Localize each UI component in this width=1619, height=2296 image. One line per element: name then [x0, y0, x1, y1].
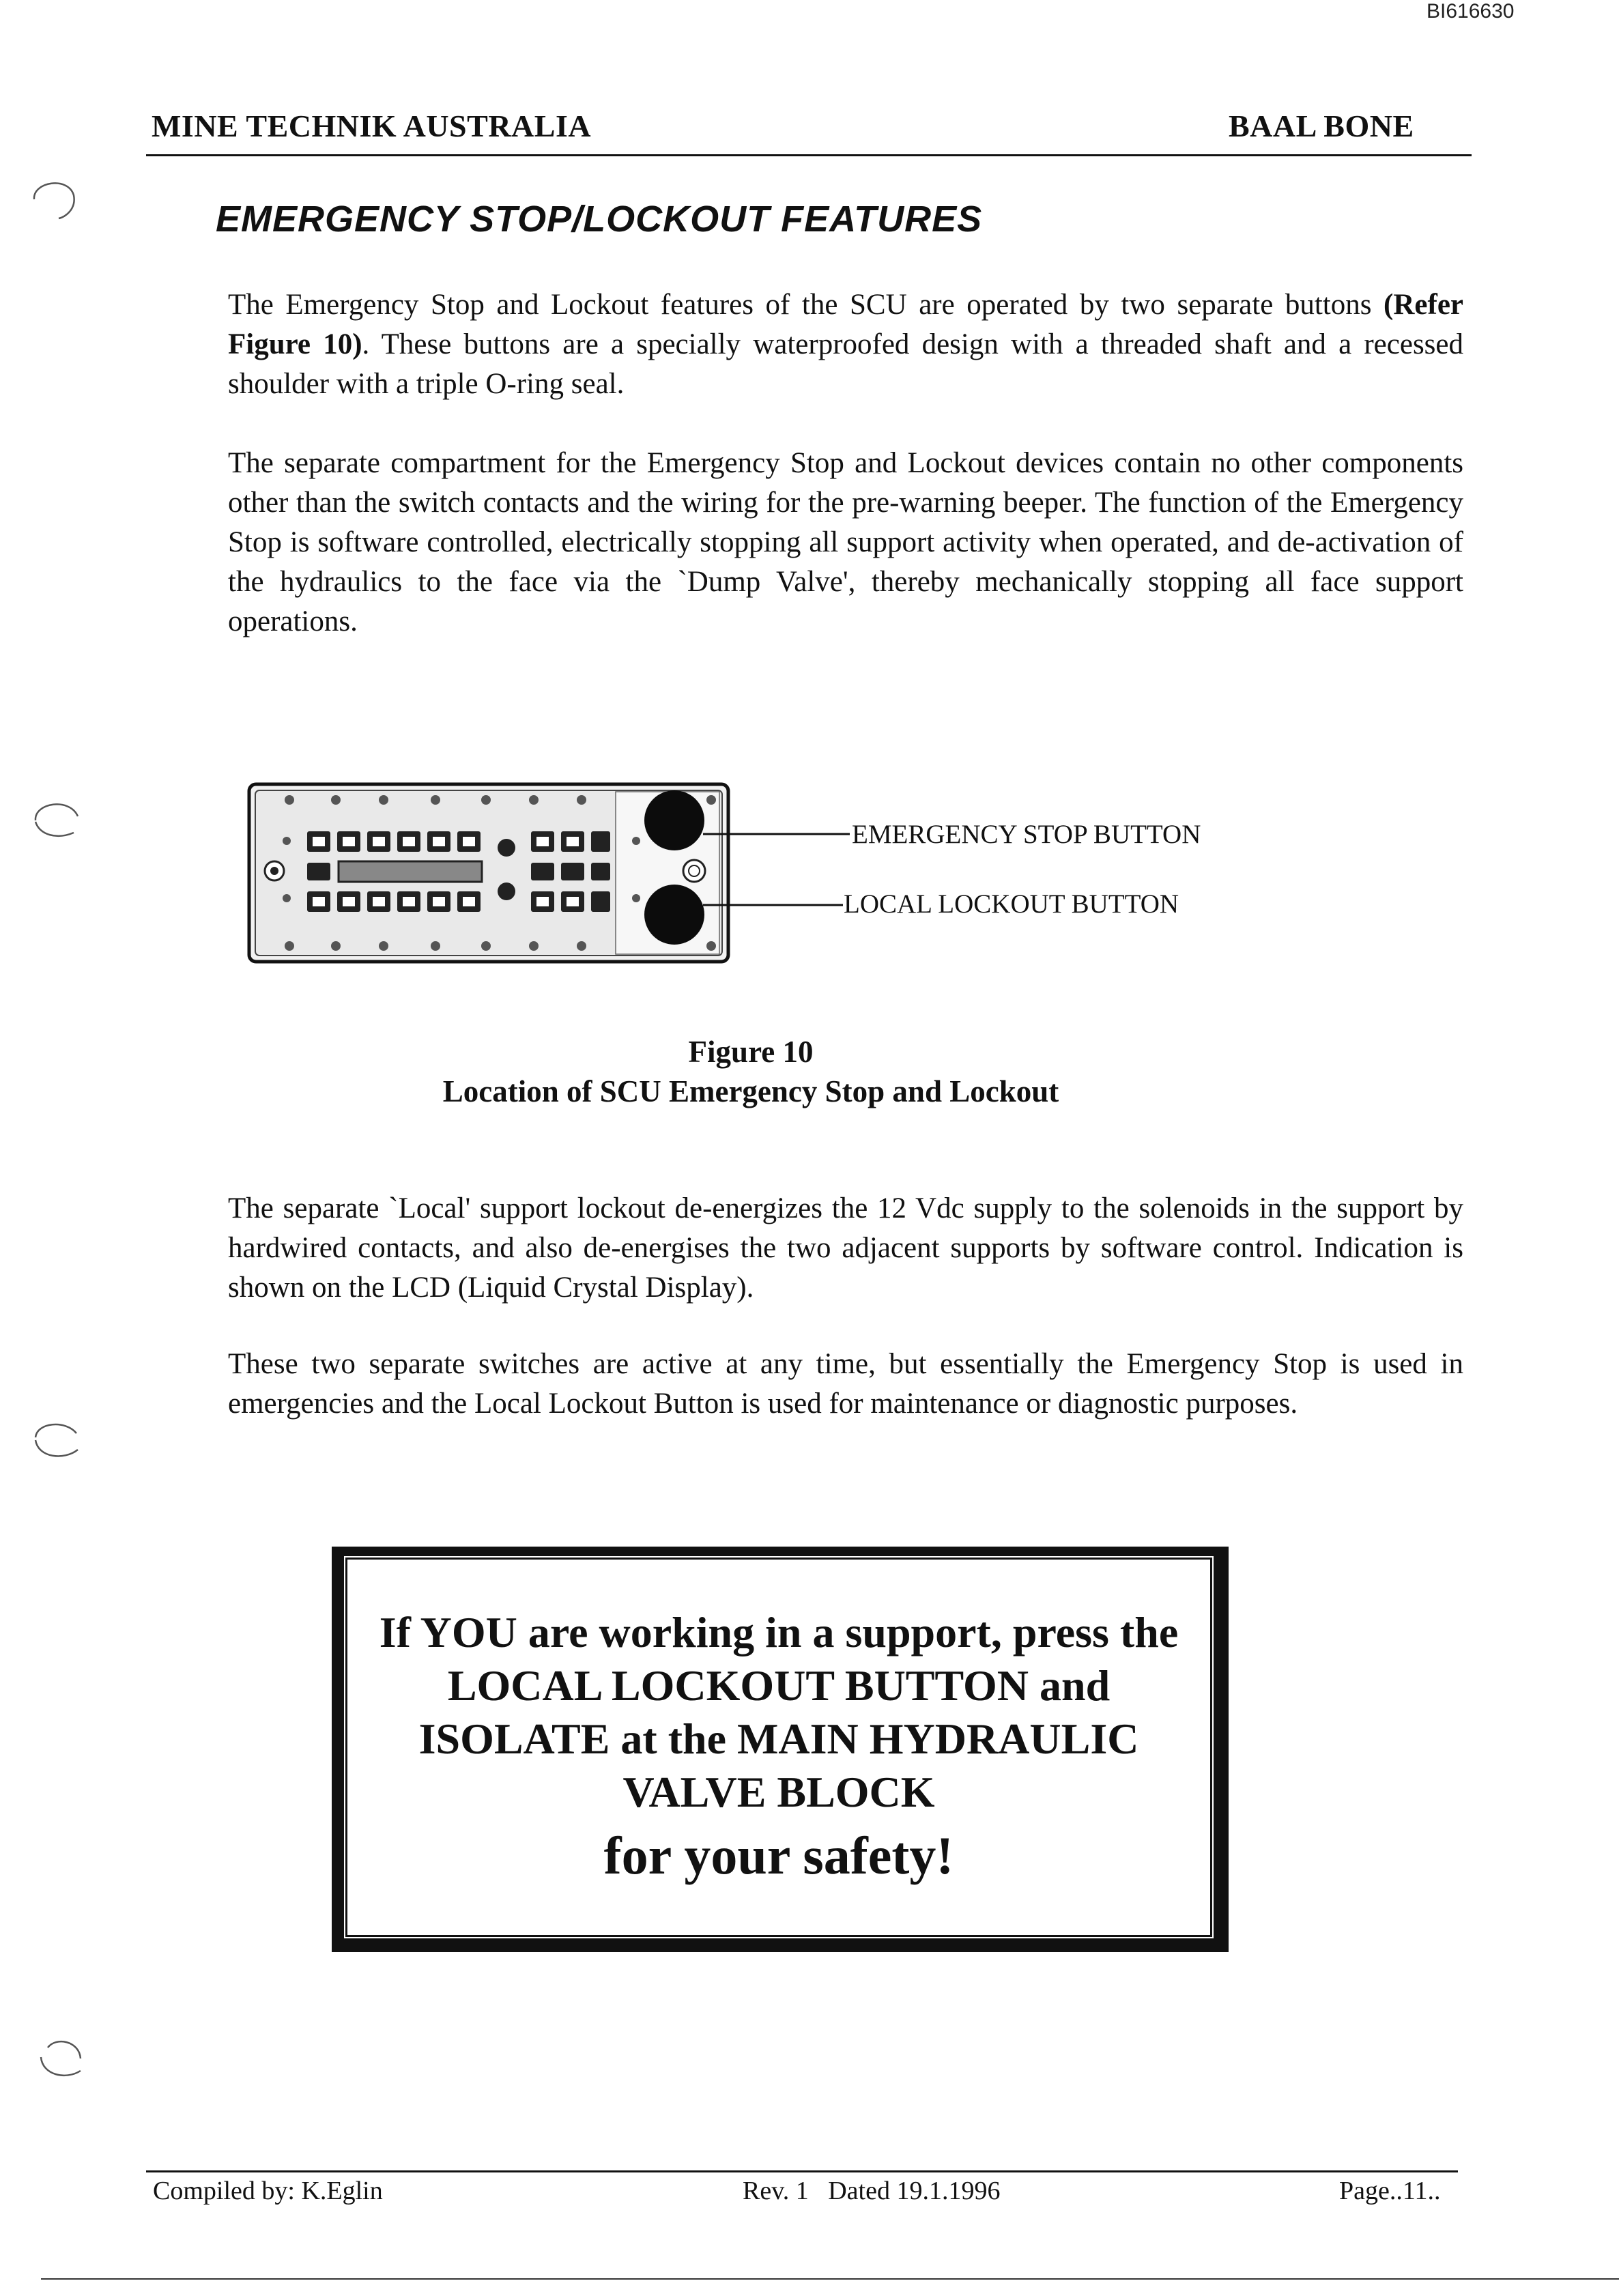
label-emergency-stop: EMERGENCY STOP BUTTON — [852, 820, 1201, 849]
paragraph-intro-text-end: . These buttons are a specially waterproofed design with a threaded shaft and a recessed shoulder with a triple O-ring seal. — [228, 328, 1463, 400]
header-site: BAAL BONE — [1229, 109, 1414, 143]
punch-hole-icon — [27, 172, 79, 224]
figure-title: Location of SCU Emergency Stop and Lockout — [442, 1074, 1059, 1108]
figure-number: Figure 10 — [688, 1035, 814, 1069]
footer-rule — [146, 2170, 1458, 2172]
footer-compiled-by: Compiled by: K.Eglin — [153, 2177, 383, 2205]
header-company: MINE TECHNIK AUSTRALIA — [152, 109, 592, 143]
emergency-stop-button — [644, 790, 704, 850]
page-title: EMERGENCY STOP/LOCKOUT FEATURES — [216, 199, 983, 240]
warning-line-2: LOCAL LOCKOUT BUTTON and — [447, 1661, 1111, 1710]
footer-revision: Rev. 1 Dated 19.1.1996 — [743, 2177, 1001, 2205]
punch-hole-icon — [35, 2031, 87, 2083]
header-rule — [146, 154, 1472, 156]
paragraph-intro-text: The Emergency Stop and Lockout features of the SCU are operated by two separate buttons — [228, 289, 1384, 321]
warning-line-1: If YOU are working in a support, press the — [379, 1608, 1179, 1656]
warning-line-3: ISOLATE at the MAIN HYDRAULIC — [418, 1714, 1139, 1763]
local-lockout-button — [644, 885, 704, 945]
punch-hole-icon — [30, 792, 82, 844]
warning-line-4: VALVE BLOCK — [622, 1768, 935, 1816]
paragraph-switches: These two separate switches are active at any time, but essentially the Emergency Stop is used in emergencies and the Local Lockout Button is used for maintenance or diagnostic purposes. — [228, 1348, 1463, 1420]
paragraph-compartment: The separate compartment for the Emergency Stop and Lockout devices contain no other components other than the switch contacts and the wiring for the pre-warning beeper. The function of the Emergency Stop is software controlled, electrically stopping all support activity when operated, and de-activation of the hydraulics to the face via the `Dump Valve', thereby mechanically stopping all face support operations. — [228, 447, 1463, 637]
paragraph-intro — [228, 285, 1463, 404]
figure-reference: (Refer Figure 10) — [228, 289, 1463, 360]
scu-panel-figure — [247, 782, 730, 964]
document-id: BI616630 — [1427, 0, 1515, 23]
label-local-lockout: LOCAL LOCKOUT BUTTON — [844, 889, 1179, 919]
callout-lines — [703, 785, 860, 921]
punch-hole-icon — [30, 1413, 82, 1465]
figure-caption — [205, 1032, 1297, 1111]
paragraph-local-lockout: The separate `Local' support lockout de-energizes the 12 Vdc supply to the solenoids in the support by hardwired contacts, and also de-energises the two adjacent supports by software control. Indication is shown on the LCD (Liquid Crystal Display). — [228, 1192, 1463, 1304]
footer-page-number: Page..11.. — [1339, 2177, 1441, 2205]
safety-warning-box — [332, 1547, 1229, 1952]
warning-line-5: for your safety! — [603, 1826, 954, 1885]
scan-edge-rule — [41, 2278, 1619, 2280]
